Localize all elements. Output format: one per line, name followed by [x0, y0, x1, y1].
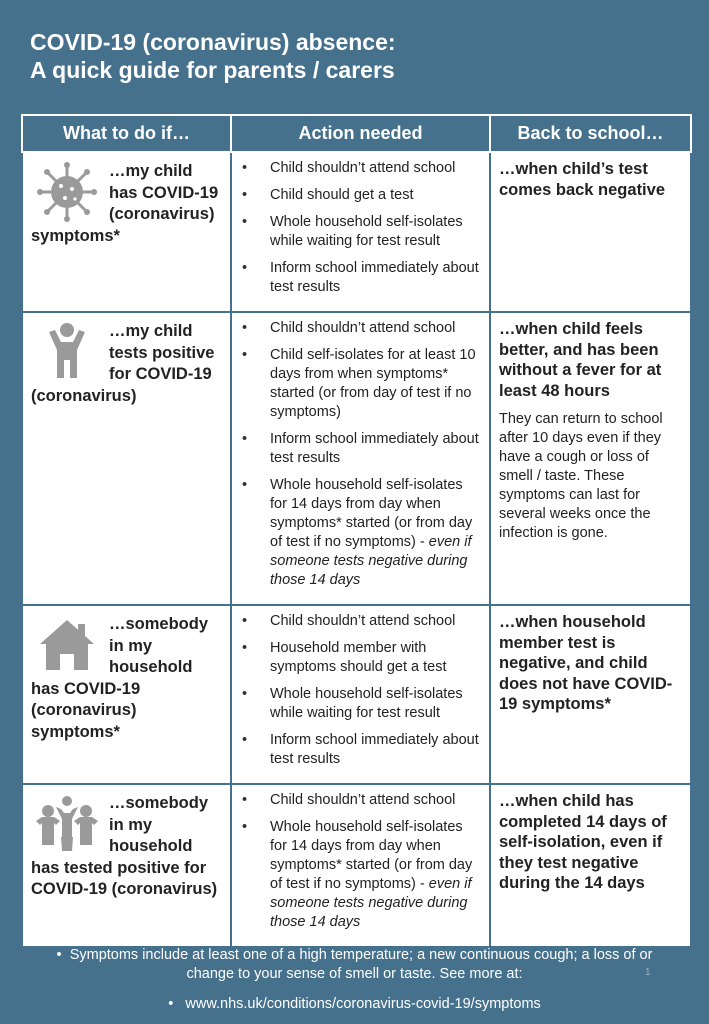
family-icon	[31, 793, 103, 855]
list-item	[270, 476, 481, 590]
list-item: • Child shouldn’t attend school	[270, 612, 481, 631]
title-line-1: COVID-19 (coronavirus) absence:	[30, 29, 396, 55]
actions-list	[232, 785, 489, 946]
situation-text: …somebody in my household has COVID-19 (coronavirus) symptoms*	[31, 615, 209, 741]
actions-list	[232, 313, 489, 604]
back-condition: …when household member test is negative, and child does not have COVID-19 symptoms*	[499, 613, 673, 713]
list-item: • Household member with symptoms should get a test	[270, 639, 481, 677]
back-note: They can return to school after 10 days even if they have a cough or loss of smell / taste. These symptoms can last for several weeks once the infection is gone.	[499, 411, 663, 541]
nhs-symptoms-link[interactable]: • www.nhs.uk/conditions/coronavirus-covid-19/symptoms	[168, 996, 541, 1012]
child-person-icon	[31, 321, 103, 383]
list-item	[270, 818, 481, 932]
table-header-row	[22, 115, 691, 152]
column-header-action-needed: Action needed	[231, 115, 490, 152]
guide-table	[21, 114, 692, 948]
table-row	[22, 312, 691, 605]
footnote-text: Symptoms include at least one of a high temperature; a new continuous cough; a loss of or change to your sense of smell or taste. See more at:	[69, 947, 653, 982]
list-item: • Child should get a test	[270, 186, 481, 205]
page-title	[30, 28, 396, 84]
list-item: • Child shouldn’t attend school	[270, 159, 481, 178]
list-item: • Whole household self-isolates while waiting for test result	[270, 685, 481, 723]
virus-icon	[31, 161, 103, 223]
situation-text: …my child tests positive for COVID-19 (coronavirus)	[31, 322, 215, 405]
situation-cell	[22, 784, 231, 947]
actions-cell	[231, 152, 490, 312]
back-to-school-cell	[490, 784, 691, 947]
title-line-2: A quick guide for parents / carers	[30, 57, 395, 83]
link-text[interactable]: www.nhs.uk/conditions/coronavirus-covid-19/symptoms	[185, 996, 541, 1012]
table-row	[22, 152, 691, 312]
situation-cell	[22, 152, 231, 312]
back-to-school-cell	[490, 152, 691, 312]
action-italic-note: even if someone tests negative during those 14 days	[270, 876, 472, 930]
situation-cell	[22, 312, 231, 605]
footer	[0, 946, 709, 1014]
list-item: • Child shouldn’t attend school	[270, 791, 481, 810]
table-row	[22, 605, 691, 784]
back-condition: …when child has completed 14 days of self-isolation, even if they test negative during the 14 days	[499, 792, 667, 892]
list-item: • Inform school immediately about test results	[270, 259, 481, 297]
back-condition: …when child’s test comes back negative	[499, 160, 665, 199]
action-italic-note: even if someone tests negative during those 14 days	[270, 534, 472, 588]
back-condition: …when child feels better, and has been without a fever for at least 48 hours	[499, 320, 662, 400]
list-item: • Inform school immediately about test results	[270, 731, 481, 769]
situation-cell	[22, 605, 231, 784]
column-header-back-to-school: Back to school…	[490, 115, 691, 152]
list-item: • Inform school immediately about test results	[270, 430, 481, 468]
house-icon	[31, 614, 103, 676]
list-item: • Whole household self-isolates while waiting for test result	[270, 213, 481, 251]
actions-cell	[231, 312, 490, 605]
actions-list	[232, 606, 489, 783]
action-text: Whole household self-isolates for 14 days from day when symptoms* started (or from day of test if no symptoms) -	[270, 477, 473, 550]
situation-text: …somebody in my household has tested positive for COVID-19 (coronavirus)	[31, 794, 218, 898]
list-item: • Child shouldn’t attend school	[270, 319, 481, 338]
table-row	[22, 784, 691, 947]
back-to-school-cell	[490, 605, 691, 784]
actions-cell	[231, 605, 490, 784]
situation-text: …my child has COVID-19 (coronavirus) symptoms*	[31, 162, 219, 245]
footnote: • Symptoms include at least one of a high temperature; a new continuous cough; a loss of or change to your sense of smell or taste. See more at:	[56, 947, 653, 982]
actions-list	[232, 153, 489, 311]
page-number: 1	[645, 967, 651, 978]
column-header-what-to-do: What to do if…	[22, 115, 231, 152]
action-text: Whole household self-isolates for 14 days from day when symptoms* started (or from day of test if no symptoms) -	[270, 819, 473, 892]
list-item: • Child self-isolates for at least 10 days from when symptoms* started (or from day of test if no symptoms)	[270, 346, 481, 422]
actions-cell	[231, 784, 490, 947]
back-to-school-cell	[490, 312, 691, 605]
